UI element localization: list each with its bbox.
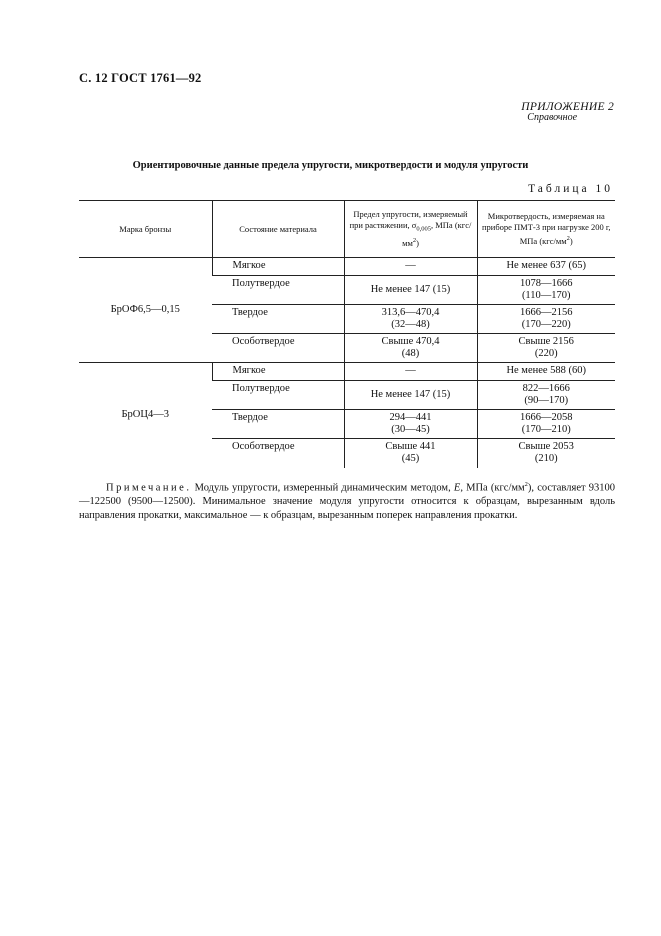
state-cell: Особотвердое xyxy=(212,439,344,468)
header-microhardness: Микротвердость, измеряемая на приборе ПМТ-3 при нагрузке 200 г, МПа $(кгс/мм^2)$ xyxy=(477,201,615,258)
state-cell: Мягкое xyxy=(212,363,344,381)
page-header: С. 12 ГОСТ 1761—92 xyxy=(79,71,202,85)
micro-cell: 1666—2058 (170—210) xyxy=(477,410,615,439)
elastic-cell: — xyxy=(344,258,477,276)
header-state: Состояние материала xyxy=(212,201,344,258)
elastic-cell: Свыше 441 (45) xyxy=(344,439,477,468)
micro-cell: 822—1666 (90—170) xyxy=(477,381,615,410)
grade-cell: БрОФ6,5—0,15 xyxy=(110,304,180,315)
state-cell: Особотвердое xyxy=(212,334,344,363)
elastic-cell: — xyxy=(344,363,477,381)
note-label: Примечание. xyxy=(106,482,192,494)
micro-cell: Не менее 637 (65) xyxy=(477,258,615,276)
table-label: Таблица 10 xyxy=(528,183,613,195)
state-cell: Полутвердое xyxy=(212,381,344,410)
elastic-cell: Не менее 147 (15) xyxy=(344,276,477,305)
table-row xyxy=(79,363,615,381)
elastic-cell: 294—441 (30—45) xyxy=(344,410,477,439)
appendix-label xyxy=(521,101,614,123)
appendix-subtitle: Справочное xyxy=(527,112,578,123)
grade-cell: БрОЦ4—3 xyxy=(79,363,212,468)
table-note: Примечание. Модуль упругости, измеренный динамическим методом, E, МПа $(кгс/мм^2)$, составляет 93100—122500 (9500—12500). Минимальное значение модуля упругости относится к образцам, вырезанным вдоль направления прокатки, максимальное — к образцам, вырезанным поперек направления прокатки. xyxy=(79,481,616,521)
micro-cell: Свыше 2053 (210) xyxy=(477,439,615,468)
micro-cell: 1078—1666 (110—170) xyxy=(477,276,615,305)
header-grade: Марка бронзы xyxy=(79,201,212,258)
elastic-cell: Не менее 147 (15) xyxy=(344,381,477,410)
state-cell: Твердое xyxy=(212,305,344,334)
data-table xyxy=(79,200,615,468)
elastic-cell: 313,6—470,4 (32—48) xyxy=(344,305,477,334)
micro-cell: 1666—2156 (170—220) xyxy=(477,305,615,334)
header-elastic-limit: Предел упругости, измеряемый при растяжении, $\sigma_{0,005}$, МПа $(кгс/мм^2)$ xyxy=(344,201,477,258)
document-title: Ориентировочные данные предела упругости, микротвердости и модуля упругости xyxy=(132,160,529,171)
state-cell: Мягкое xyxy=(212,258,344,276)
state-cell: Полутвердое xyxy=(212,276,344,305)
table-header-row xyxy=(79,201,615,258)
micro-cell: Не менее 588 (60) xyxy=(477,363,615,381)
elastic-cell: Свыше 470,4 (48) xyxy=(344,334,477,363)
state-cell: Твердое xyxy=(212,410,344,439)
micro-cell: Свыше 2156 (220) xyxy=(477,334,615,363)
appendix-title: ПРИЛОЖЕНИЕ 2 xyxy=(521,101,614,113)
table-row xyxy=(79,258,615,276)
